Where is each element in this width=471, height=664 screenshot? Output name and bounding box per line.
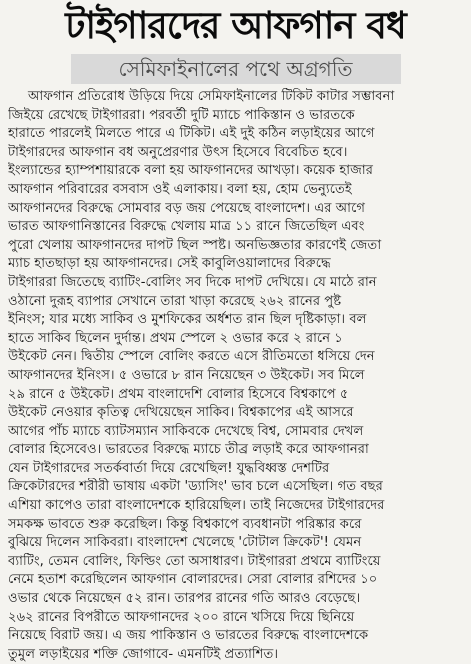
- article-line: ২৬২ রানের বিপরীতে আফগানদের ২০০ রানে খসিয়ে দিয়ে ছিনিয়ে: [8, 609, 355, 625]
- article-line: টাইগারদের আফগান বধ অনুপ্রেরণার উৎস হিসেবে বিবেচিত হবে।: [8, 144, 348, 160]
- article-line: পুরো খেলায় আফগানদের দাপট ছিল স্পষ্ট। অনভিজ্ঞতার কারণেই জেতা: [8, 237, 382, 253]
- article-line: ব্যাটিং, তেমন বোলিং, ফিল্ডিং তো অসাধারণ। টাইগাররা প্রথমে ব্যাটিংয়ে: [8, 553, 381, 569]
- article-line: ইংল্যান্ডের হ্যাম্পশায়ারকে বলা হয় আফগানদের আখড়া। কয়েক হাজার: [8, 163, 373, 179]
- article-line: ম্যাচ হাতছাড়া হয় আফগানদের। সেই কাবুলিওয়ালাদের বিরুদ্ধে: [8, 256, 331, 272]
- article-line: আফগান প্রতিরোধ উড়িয়ে দিয়ে সেমিফাইনালের টিকিট কাটার সম্ভাবনা: [28, 89, 395, 104]
- article-line: ওঠানো দুরূহ ব্যাপার সেখানে তারা খাড়া করেছে ২৬২ রানের পুষ্ট: [8, 293, 342, 309]
- article-line: নেমে হতাশ করেছিলেন আফগান বোলারদের। সেরা বোলার রশিদের ১০: [8, 572, 378, 588]
- article-line: ইনিংস; যার মধ্যে সাকিব ও মুশফিকের অর্ধশত রান ছিল দৃষ্টিকাড়া। বল: [8, 312, 367, 328]
- article-line: ২৯ রানে ৫ উইকেট। প্রথম বাংলাদেশি বোলার হিসেবে বিশ্বকাপে ৫: [8, 386, 349, 402]
- article-line: ভারত আফগানিস্তানের বিরুদ্ধে খেলায় মাত্র ১১ রানে জিতেছিল এবং: [8, 219, 365, 235]
- subheadline: সেমিফাইনালের পথে অগ্রগতি: [118, 57, 353, 81]
- article-line: যেন টাইগারদের সতর্কবার্তা দিয়ে রেখেছিল! যুদ্ধবিধ্বস্ত দেশটির: [8, 460, 330, 476]
- article-line: এশিয়া কাপেও তারা বাংলাদেশকে হারিয়েছিল। তাই নিজেদের টাইগারদের: [8, 498, 385, 514]
- subheadline-banner: [71, 54, 401, 84]
- article-body: [6, 88, 465, 664]
- article-line: আফগানদের ইনিংস। ৫ ওভারে ৮ রান নিয়েছেন ৩ উইকেট। সব মিলে: [8, 367, 365, 383]
- article-line: টাইগাররা জিতেছে ব্যাটিং-বোলিং সব দিকে দাপট দেখিয়ে। যে মাঠে রান: [8, 274, 377, 290]
- article-line: উইকেট নেন। দ্বিতীয় স্পেলে বোলিং করতে এসে রীতিমতো ধসিয়ে দেন: [8, 349, 375, 365]
- article-line: সমকক্ষ ভাবতে শুরু করেছিল। কিন্তু বিশ্বকাপে ব্যবধানটা পরিষ্কার করে: [8, 516, 362, 532]
- article-line: জিইয়ে রেখেছে টাইগাররা। পরবর্তী দুটি ম্যাচে পাকিস্তান ও ভারতকে: [8, 107, 355, 123]
- article-line: আফগানদের বিরুদ্ধে সোমবার বড় জয় পেয়েছে বাংলাদেশ। এর আগে: [8, 200, 366, 216]
- article-line: আগের পাঁচ ম্যাচে ব্যাটসম্যান সাকিবকে দেখেছে বিশ্ব, সোমবার দেখল: [8, 423, 364, 439]
- article-line: তুমুল লড়াইয়ের শক্তি জোগাবে- এমনটিই প্রত্যাশিত।: [8, 646, 279, 662]
- article-line: হাতে সাকিব ছিলেন দুর্দান্ত। প্রথম স্পেলে ২ ওভার করে ২ রানে ১: [8, 330, 343, 346]
- article-line: উইকেট নেওয়ার কৃতিত্ব দেখিয়েছেন সাকিব। বিশ্বকাপের এই আসরে: [8, 405, 354, 421]
- article-line: হারাতে পারলেই মিলতে পারে এ টিকিট। এই দুই কঠিন লড়াইয়ের আগে: [8, 126, 375, 142]
- article-line: নিয়েছে বিরাট জয়। এ জয় পাকিস্তান ও ভারতের বিরুদ্ধে বাংলাদেশকে: [8, 628, 369, 644]
- article-line: বুঝিয়ে দিলেন সাকিবরা। বাংলাদেশ খেলেছে 'টোটাল ক্রিকেট'! যেমন: [8, 535, 362, 551]
- article-line: ক্রিকেটারদের শরীরী ভাষায় একটা 'ড্যাসিং' ভাব চলে এসেছিল। গত বছর: [8, 479, 383, 495]
- article-line: আফগান পরিবারের বসবাস ওই এলাকায়। বলা হয়, হোম ভেন্যুতেই: [8, 181, 352, 197]
- article-line: ওভার থেকে নিয়েছেন ৫২ রান। তারপর রানের গতি আরও বেড়েছে।: [8, 591, 361, 607]
- headline: টাইগারদের আফগান বধ: [65, 4, 406, 47]
- article-line: বোলার হিসেবেও। ভারতের বিরুদ্ধে ম্যাচে তীব্র লড়াই করে আফগানরা: [8, 442, 369, 458]
